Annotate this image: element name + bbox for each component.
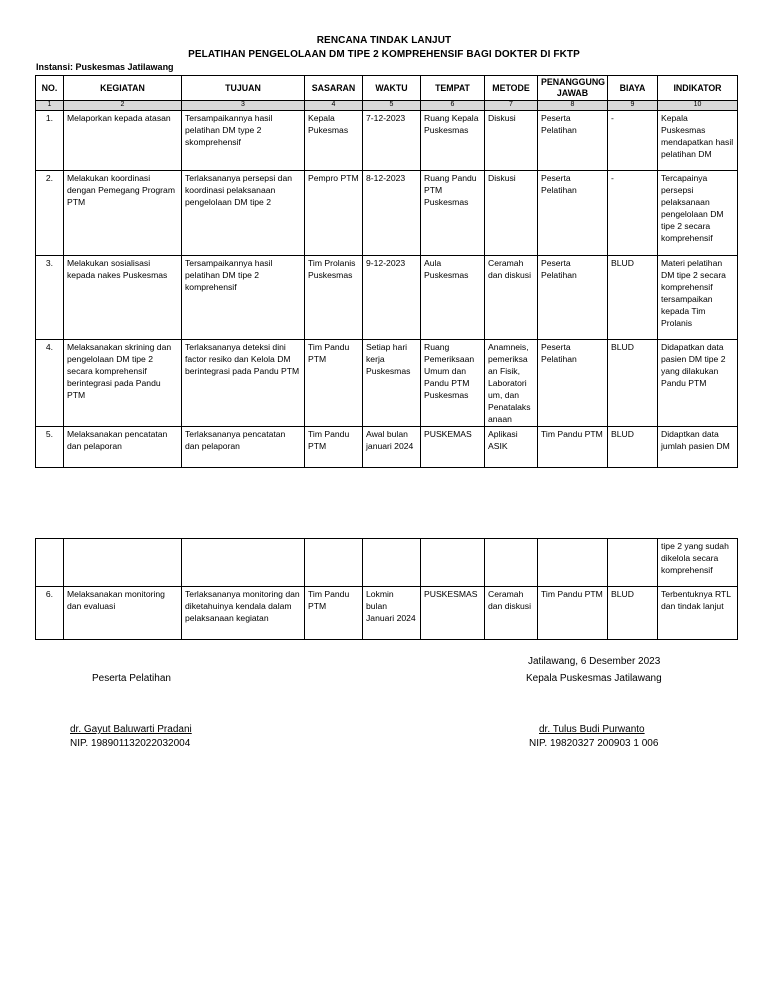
cell-penanggung-jawab: Tim Pandu PTM bbox=[538, 427, 608, 468]
left-signatory-role: Peserta Pelatihan bbox=[92, 673, 171, 684]
header-penanggung-jawab: PENANGGUNG JAWAB bbox=[538, 76, 608, 101]
cell-kegiatan: Melakukan koordinasi dengan Pemegang Program PTM bbox=[64, 171, 182, 256]
empty-cell bbox=[36, 539, 64, 587]
table-row bbox=[36, 340, 738, 427]
table-row bbox=[36, 111, 738, 171]
cell-biaya: - bbox=[608, 111, 658, 171]
cell-biaya: BLUD bbox=[608, 587, 658, 640]
empty-cell bbox=[363, 539, 421, 587]
cell-waktu: 8-12-2023 bbox=[363, 171, 421, 256]
cell-penanggung-jawab: Peserta Pelatihan bbox=[538, 171, 608, 256]
cell-no: 3. bbox=[36, 256, 64, 340]
cell-metode: Diskusi bbox=[485, 171, 538, 256]
table-row bbox=[36, 256, 738, 340]
cell-indikator-continued: tipe 2 yang sudah dikelola secara komprehensif bbox=[658, 539, 738, 587]
empty-cell bbox=[64, 539, 182, 587]
cell-kegiatan: Melaksanakan pencatatan dan pelaporan bbox=[64, 427, 182, 468]
cell-metode: Aplikasi ASIK bbox=[485, 427, 538, 468]
cell-penanggung-jawab: Peserta Pelatihan bbox=[538, 111, 608, 171]
cell-sasaran: Tim Prolanis Puskesmas bbox=[305, 256, 363, 340]
cell-no: 1. bbox=[36, 111, 64, 171]
empty-cell bbox=[305, 539, 363, 587]
header-tempat: TEMPAT bbox=[421, 76, 485, 101]
cell-kegiatan: Melaksanakan skrining dan pengelolaan DM tipe 2 secara komprehensif berintegrasi pada Pandu PTM bbox=[64, 340, 182, 427]
cell-biaya: BLUD bbox=[608, 256, 658, 340]
cell-tempat: PUSKEMAS bbox=[421, 427, 485, 468]
header-tujuan: TUJUAN bbox=[182, 76, 305, 101]
cell-metode: Ceramah dan diskusi bbox=[485, 256, 538, 340]
continuation-row bbox=[36, 539, 738, 587]
cell-tempat: PUSKESMAS bbox=[421, 587, 485, 640]
cell-biaya: - bbox=[608, 171, 658, 256]
document-title: RENCANA TINDAK LANJUT bbox=[316, 35, 452, 46]
rtl-table bbox=[35, 75, 738, 468]
cell-kegiatan: Melaporkan kepada atasan bbox=[64, 111, 182, 171]
table-header-row bbox=[36, 76, 738, 101]
cell-tempat: Ruang Kepala Puskesmas bbox=[421, 111, 485, 171]
cell-indikator: Didaptkan data jumlah pasien DM bbox=[658, 427, 738, 468]
cell-penanggung-jawab: Peserta Pelatihan bbox=[538, 340, 608, 427]
cell-no: 6. bbox=[36, 587, 64, 640]
right-signatory-name: dr. Tulus Budi Purwanto bbox=[539, 724, 645, 735]
table-row bbox=[36, 427, 738, 468]
cell-tujuan: Terlaksananya pencatatan dan pelaporan bbox=[182, 427, 305, 468]
table-row bbox=[36, 587, 738, 640]
column-number-row bbox=[36, 101, 738, 111]
col-number: 3 bbox=[182, 101, 305, 111]
cell-penanggung-jawab: Tim Pandu PTM bbox=[538, 587, 608, 640]
empty-cell bbox=[182, 539, 305, 587]
cell-indikator: Materi pelatihan DM tipe 2 secara komprehensif tersampaikan kepada Tim Prolanis bbox=[658, 256, 738, 340]
header-indikator: INDIKATOR bbox=[658, 76, 738, 101]
col-number: 9 bbox=[608, 101, 658, 111]
cell-tempat: Aula Puskesmas bbox=[421, 256, 485, 340]
header-metode: METODE bbox=[485, 76, 538, 101]
cell-no: 4. bbox=[36, 340, 64, 427]
cell-tempat: Ruang Pemeriksaan Umum dan Pandu PTM Puskesmas bbox=[421, 340, 485, 427]
table-row bbox=[36, 171, 738, 256]
document-subtitle: PELATIHAN PENGELOLAAN DM TIPE 2 KOMPREHENSIF BAGI DOKTER DI FKTP bbox=[188, 49, 580, 60]
col-number: 6 bbox=[421, 101, 485, 111]
header-kegiatan: KEGIATAN bbox=[64, 76, 182, 101]
cell-tempat: Ruang Pandu PTM Puskesmas bbox=[421, 171, 485, 256]
cell-sasaran: Tim Pandu PTM bbox=[305, 340, 363, 427]
cell-metode: Anamneis, pemeriksa an Fisik, Laboratori um, dan Penatalaks anaan bbox=[485, 340, 538, 427]
left-signatory-name: dr. Gayut Baluwarti Pradani bbox=[70, 724, 192, 735]
cell-tujuan: Tersampaikannya hasil pelatihan DM type 2 skomprehensif bbox=[182, 111, 305, 171]
col-number: 10 bbox=[658, 101, 738, 111]
cell-waktu: Awal bulan januari 2024 bbox=[363, 427, 421, 468]
cell-metode: Ceramah dan diskusi bbox=[485, 587, 538, 640]
rtl-table-continued bbox=[35, 538, 738, 640]
cell-biaya: BLUD bbox=[608, 340, 658, 427]
col-number: 4 bbox=[305, 101, 363, 111]
col-number: 2 bbox=[64, 101, 182, 111]
empty-cell bbox=[485, 539, 538, 587]
header-waktu: WAKTU bbox=[363, 76, 421, 101]
cell-tujuan: Terlaksananya persepsi dan koordinasi pelaksanaan pengelolaan DM tipe 2 bbox=[182, 171, 305, 256]
right-signatory-nip: NIP. 19820327 200903 1 006 bbox=[529, 738, 659, 749]
cell-sasaran: Tim Pandu PTM bbox=[305, 427, 363, 468]
right-signatory-role: Kepala Puskesmas Jatilawang bbox=[526, 673, 662, 684]
cell-tujuan: Terlaksananya deteksi dini factor resiko dan Kelola DM berintegrasi pada Pandu PTM bbox=[182, 340, 305, 427]
cell-biaya: BLUD bbox=[608, 427, 658, 468]
cell-indikator: Kepala Puskesmas mendapatkan hasil pelatihan DM bbox=[658, 111, 738, 171]
empty-cell bbox=[421, 539, 485, 587]
empty-cell bbox=[608, 539, 658, 587]
place-date: Jatilawang, 6 Desember 2023 bbox=[528, 656, 661, 667]
cell-sasaran: Kepala Pukesmas bbox=[305, 111, 363, 171]
cell-indikator: Didapatkan data pasien DM tipe 2 yang dilakukan Pandu PTM bbox=[658, 340, 738, 427]
left-signatory-nip: NIP. 198901132022032004 bbox=[70, 738, 191, 749]
col-number: 5 bbox=[363, 101, 421, 111]
col-number: 8 bbox=[538, 101, 608, 111]
col-number: 7 bbox=[485, 101, 538, 111]
empty-cell bbox=[538, 539, 608, 587]
header-sasaran: SASARAN bbox=[305, 76, 363, 101]
cell-indikator: Terbentuknya RTL dan tindak lanjut bbox=[658, 587, 738, 640]
cell-waktu: 7-12-2023 bbox=[363, 111, 421, 171]
cell-tujuan: Tersampaikannya hasil pelatihan DM tipe 2 komprehensif bbox=[182, 256, 305, 340]
header-no: NO. bbox=[36, 76, 64, 101]
cell-sasaran: Tim Pandu PTM bbox=[305, 587, 363, 640]
cell-sasaran: Pempro PTM bbox=[305, 171, 363, 256]
cell-kegiatan: Melaksanakan monitoring dan evaluasi bbox=[64, 587, 182, 640]
cell-no: 5. bbox=[36, 427, 64, 468]
cell-indikator: Tercapainya persepsi pelaksanaan pengelolaan DM tipe 2 secara komprehensif bbox=[658, 171, 738, 256]
cell-no: 2. bbox=[36, 171, 64, 256]
cell-penanggung-jawab: Peserta Pelatihan bbox=[538, 256, 608, 340]
cell-tujuan: Terlaksananya monitoring dan diketahuinya kendala dalam pelaksanaan kegiatan bbox=[182, 587, 305, 640]
cell-waktu: Setiap hari kerja Puskesmas bbox=[363, 340, 421, 427]
cell-metode: Diskusi bbox=[485, 111, 538, 171]
cell-waktu: Lokmin bulan Januari 2024 bbox=[363, 587, 421, 640]
cell-kegiatan: Melakukan sosialisasi kepada nakes Puskesmas bbox=[64, 256, 182, 340]
cell-waktu: 9-12-2023 bbox=[363, 256, 421, 340]
instansi-label: Instansi: Puskesmas Jatilawang bbox=[36, 62, 174, 72]
header-biaya: BIAYA bbox=[608, 76, 658, 101]
col-number: 1 bbox=[36, 101, 64, 111]
